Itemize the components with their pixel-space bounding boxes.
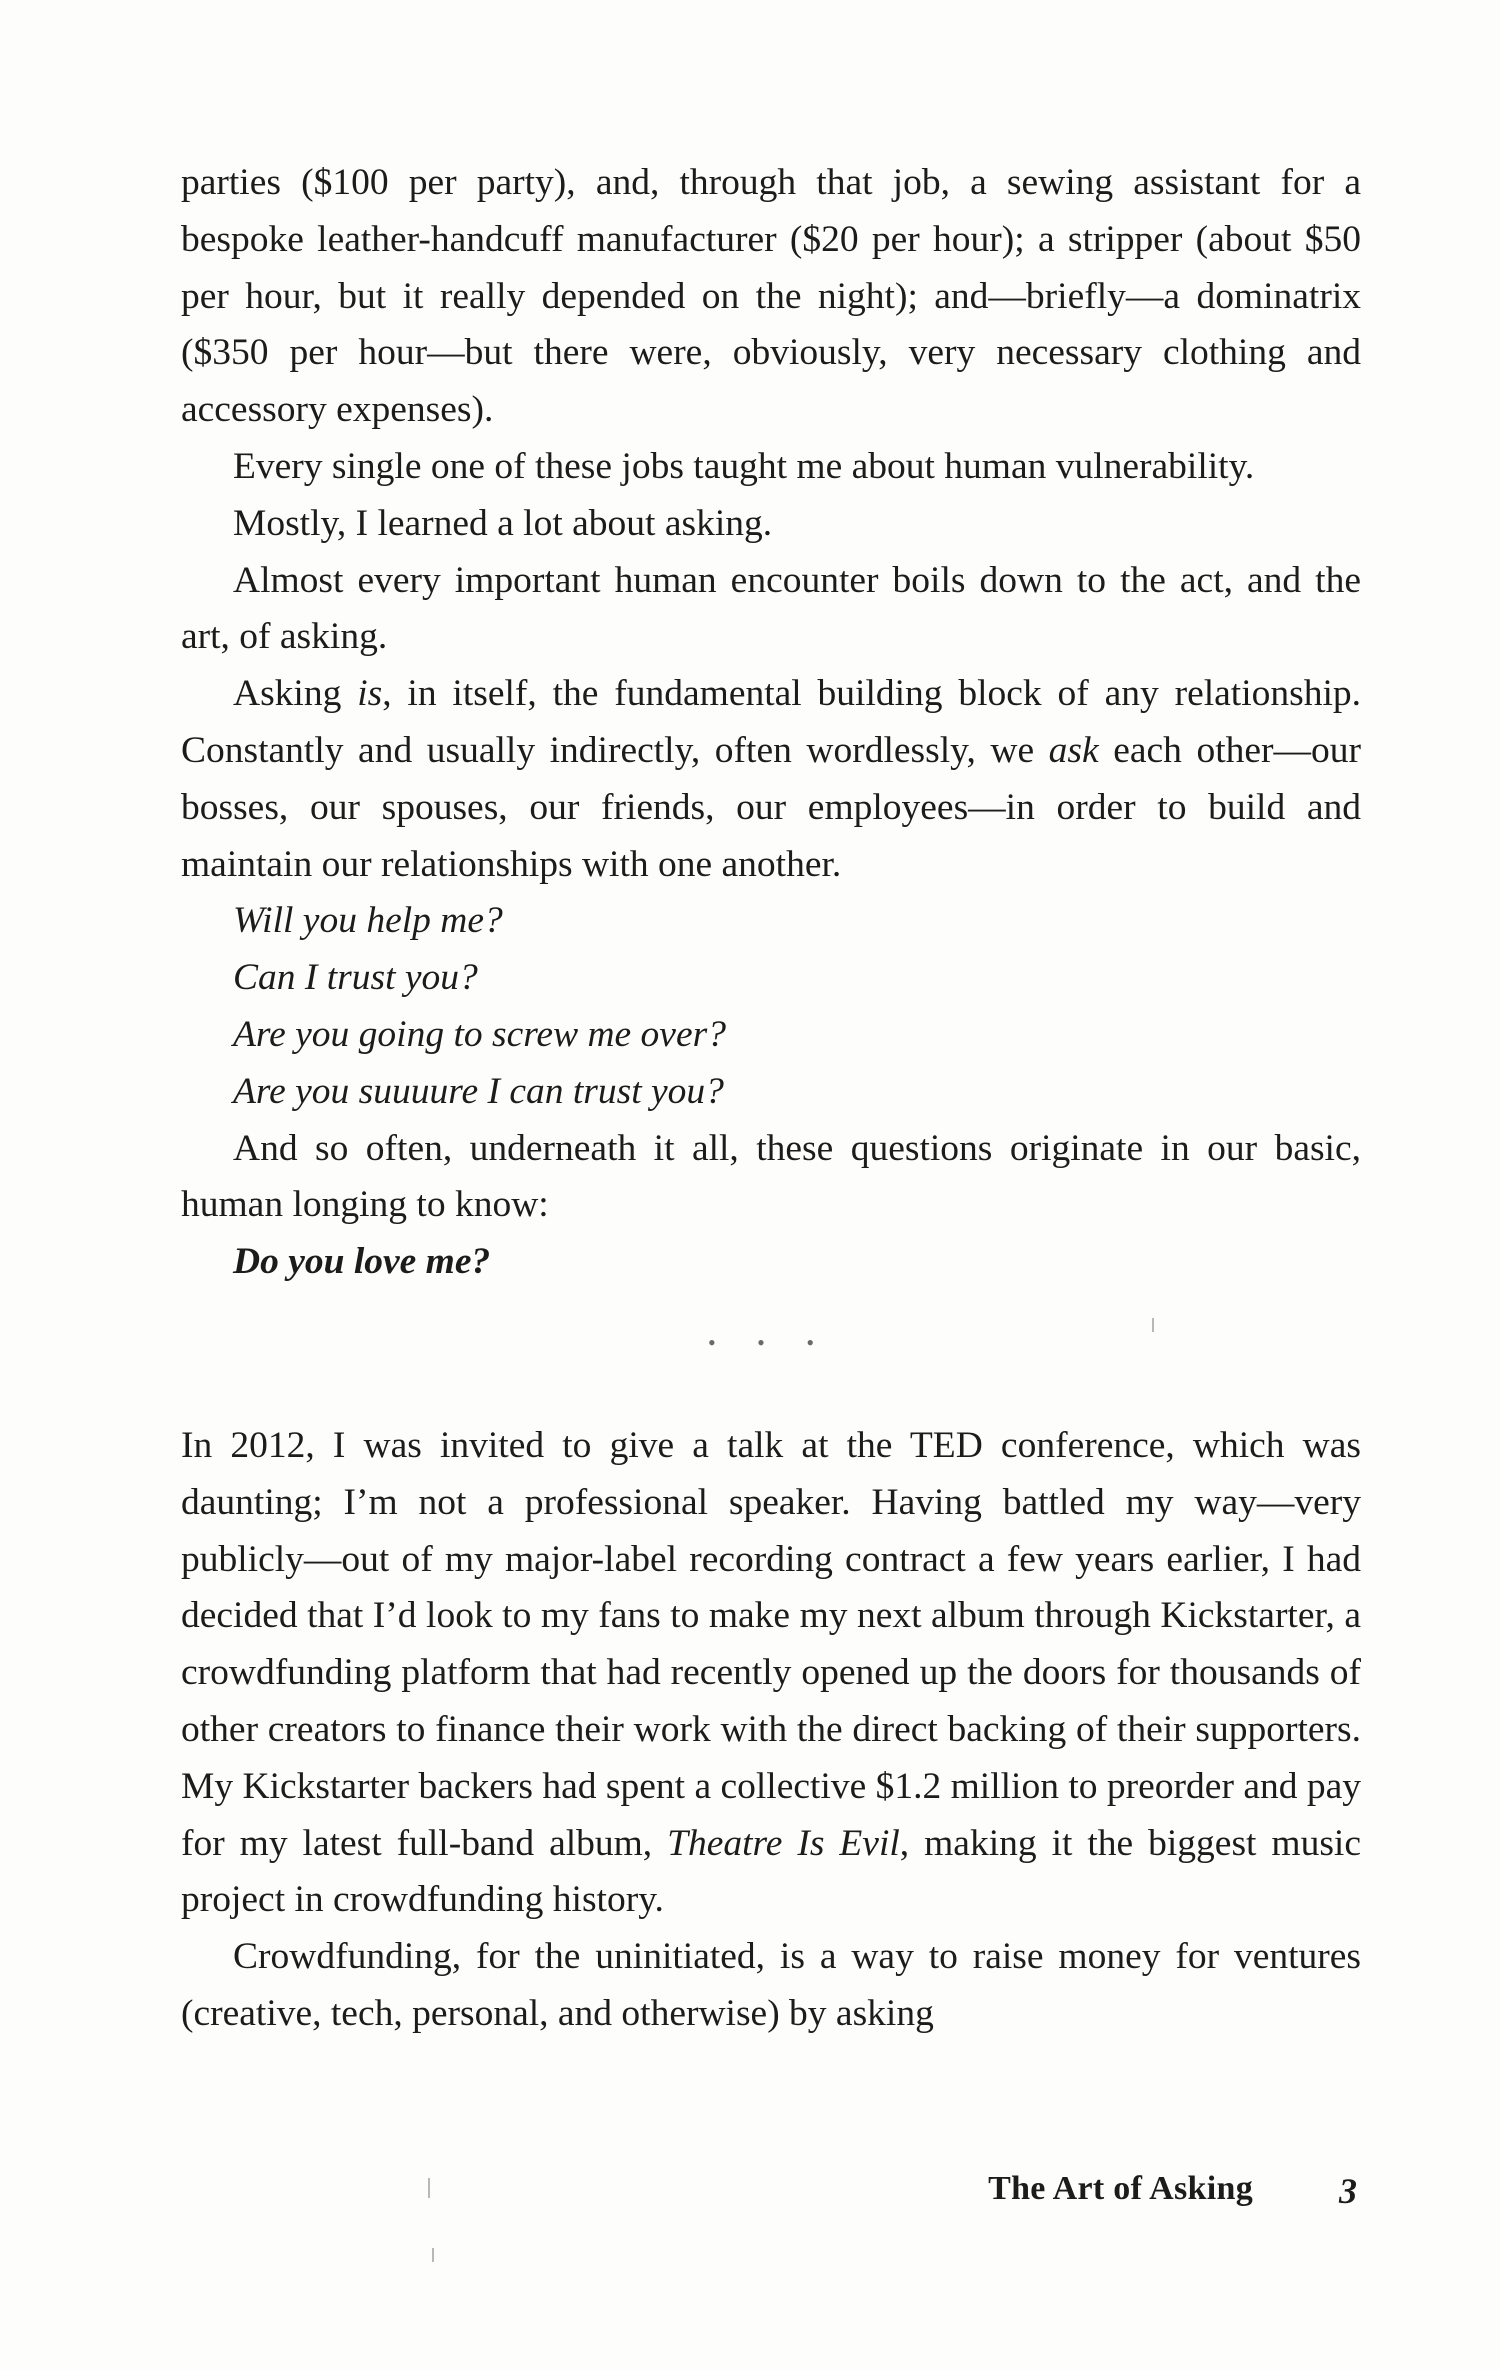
paragraph: Crowdfunding, for the uninitiated, is a way to raise money for ventures (creative, tech, personal, and otherwise) by asking [181,1936,1361,2034]
paragraph: parties ($100 per party), and, through that job, a sewing assistant for a bespoke leather-handcuff manufacturer ($20 per hour); a stripper (about $50 per hour, but it really depended on the night); and—briefly—a dominatrix ($350 per hour—but there were, obviously, very necessary clothing and accessory expenses). [181,162,1361,431]
page-number: 3 [1339,2171,1357,2211]
paragraph: Mostly, I learned a lot about asking. [233,502,773,544]
scan-speck [1152,1318,1154,1332]
question-line: Will you help me? [233,900,503,942]
text-run: , making it the biggest music project in crowdfunding history. [181,1822,1361,1921]
running-head: The Art of Asking [988,2170,1253,2207]
text-run: each other—our bosses, our spouses, our friends, our employees—in order to build and maintain our relationships with one another. [181,729,1361,885]
emphasized-question: Do you love me? [233,1241,491,1283]
page-footer [0,2170,1500,2230]
question-line: Can I trust you? [233,957,478,999]
emphasis: ask [1048,729,1099,771]
book-title: Theatre Is Evil [667,1822,900,1864]
scan-speck [428,2178,430,2198]
text-section-2 [181,1418,1361,2043]
paragraph [181,666,1361,893]
paragraph [181,1418,1361,1929]
question-line: Are you suuuure I can trust you? [233,1070,724,1112]
paragraph: Every single one of these jobs taught me about human vulnerability. [233,445,1255,487]
paragraph: Almost every important human encounter boils down to the act, and the art, of asking. [181,559,1361,658]
text-run: , in itself, the fundamental building block of any relationship. Constantly and usually indirectly, often wordlessly, we [181,673,1362,771]
emphasis: is [357,673,383,715]
text-section-1 [181,155,1361,1291]
section-break: • • • [707,1330,833,1355]
question-line: Are you going to screw me over? [233,1013,726,1055]
text-run: Asking [233,673,358,715]
text-run: In 2012, I was invited to give a talk at the TED conference, which was daunting; I’m not a professional speaker. Having battled my way—very publicly—out of my major-label recording contract a few years earlier, I had decided that I’d look to my fans to make my next album through Kickstarter, a crowdfunding platform that had recently opened up the doors for thousands of other creators to finance their work with the direct backing of their supporters. My Kickstarter backers had spent a collective $1.2 million to preorder and pay for my latest full-band album, [181,1425,1361,1864]
scan-speck [432,2248,434,2262]
paragraph: And so often, underneath it all, these questions originate in our basic, human longing to know: [181,1127,1361,1226]
